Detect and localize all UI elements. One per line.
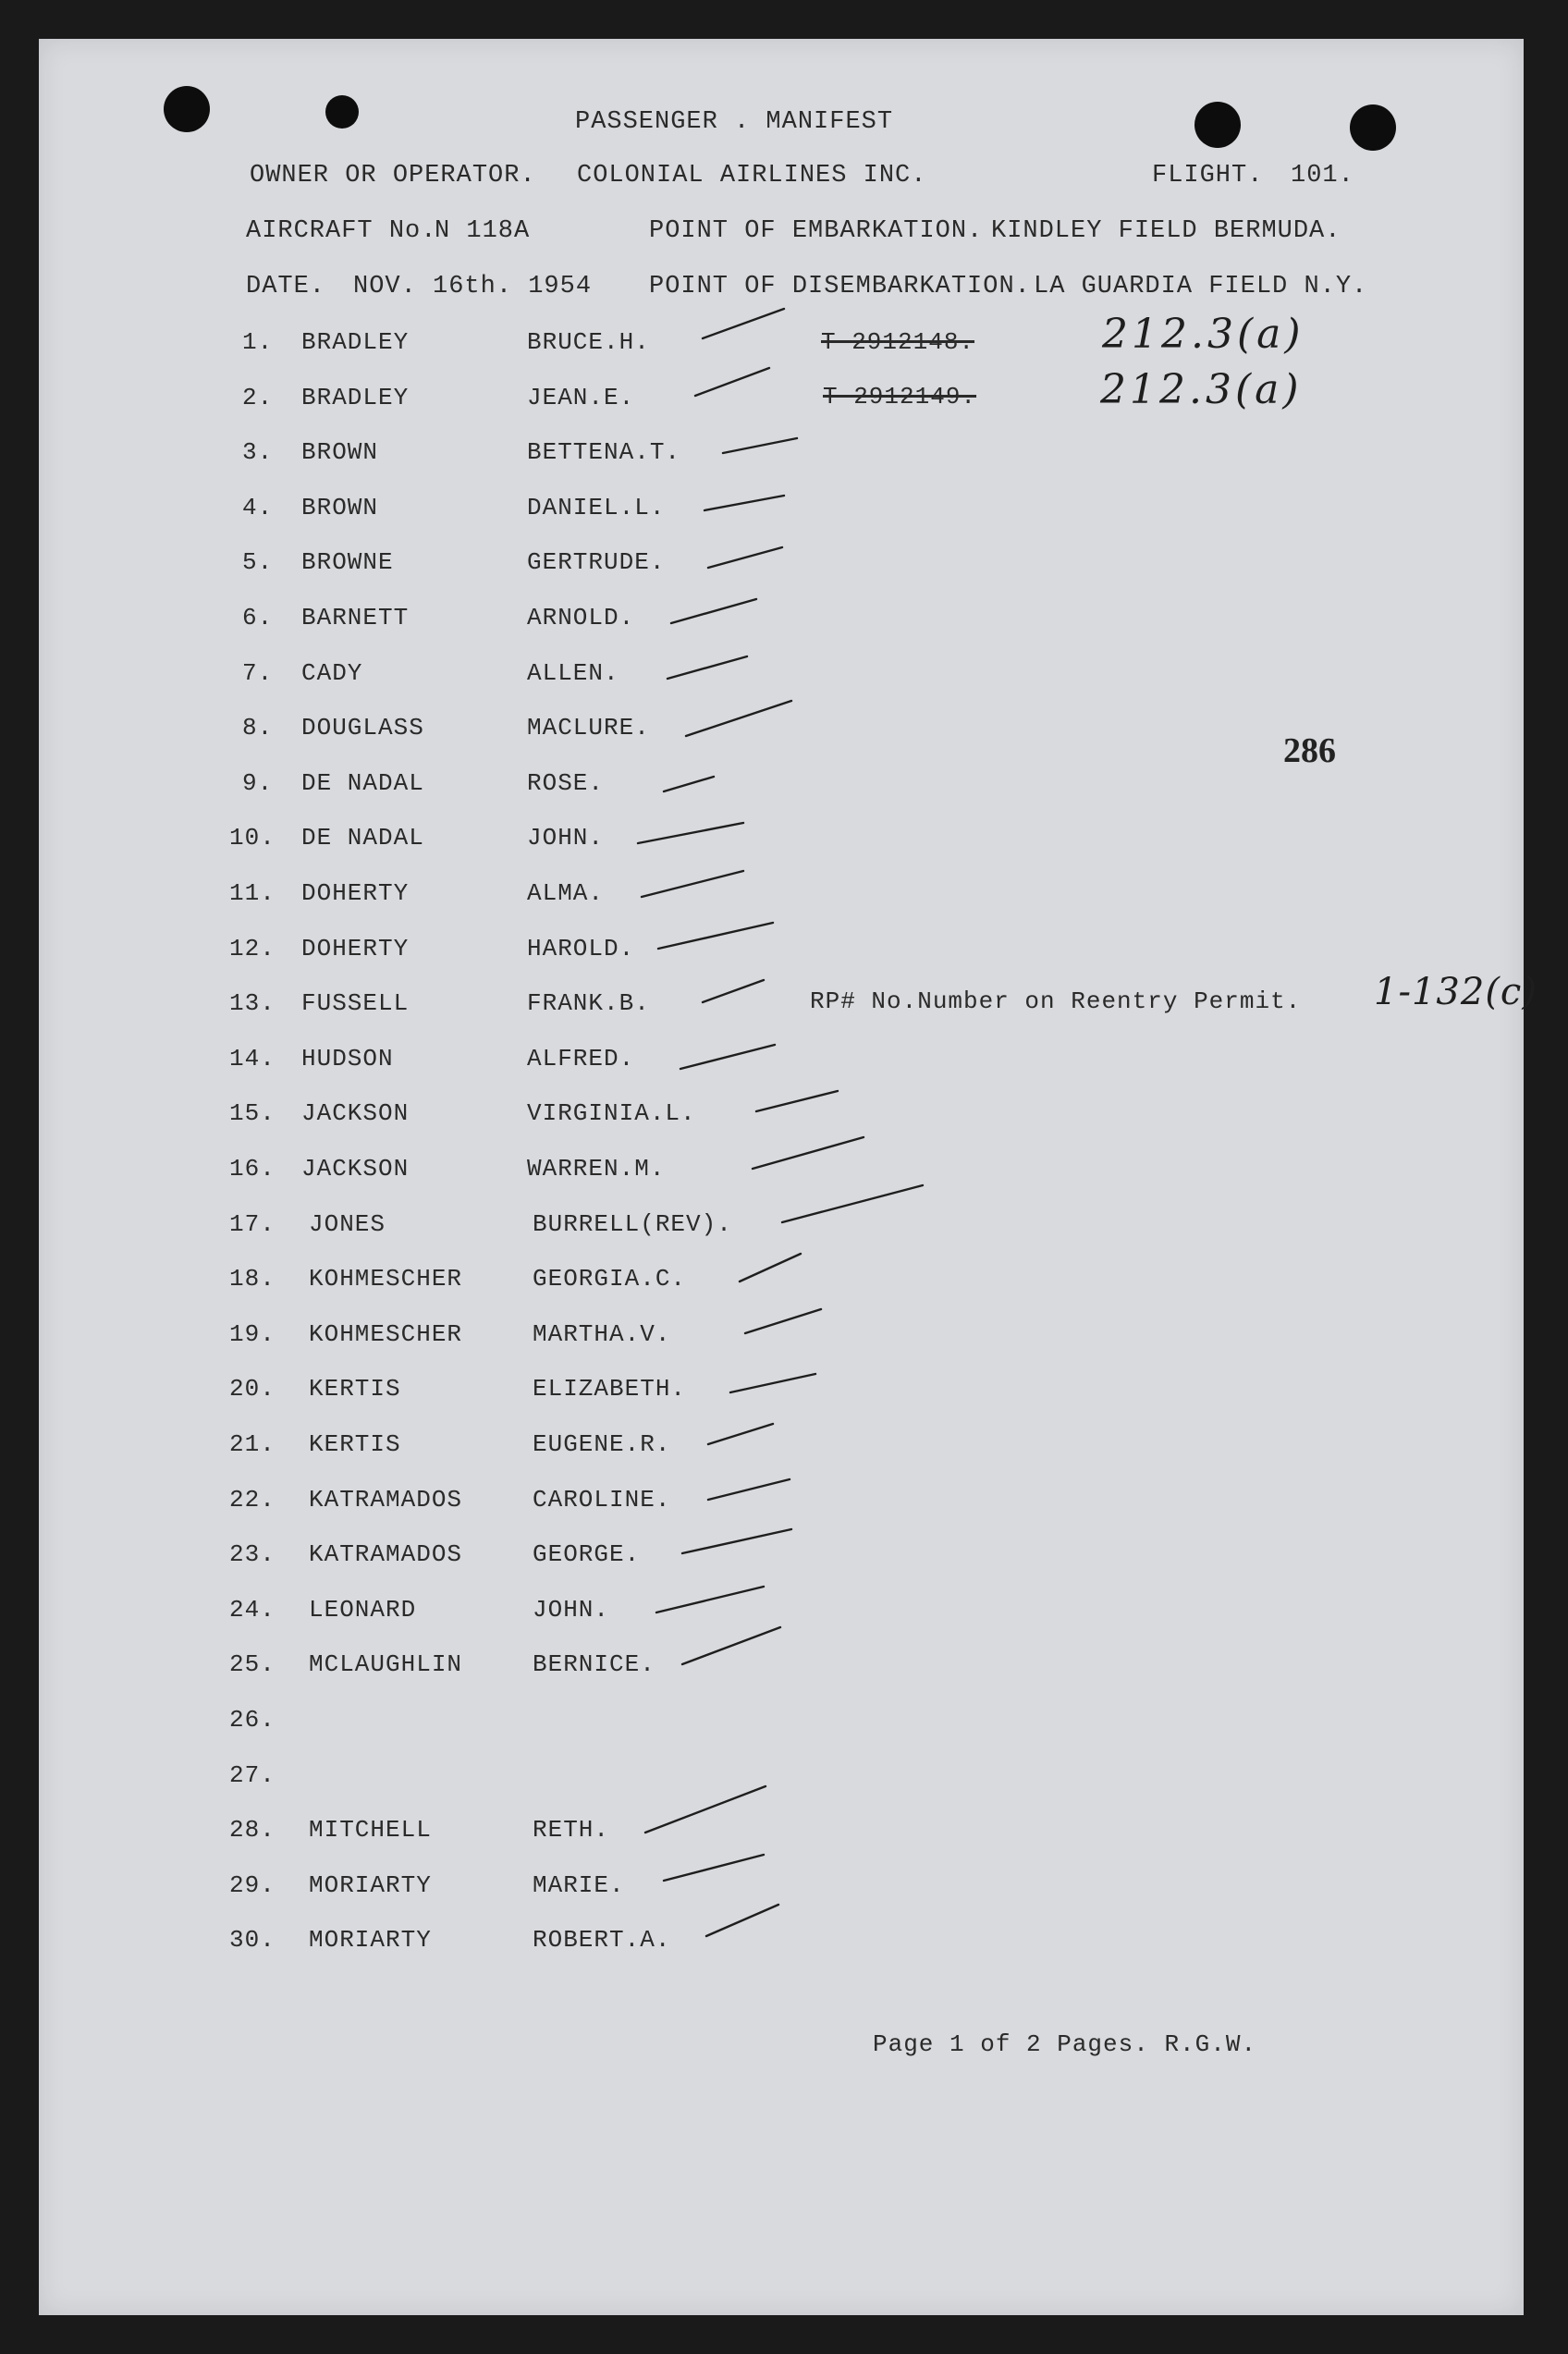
passenger-number: 16. bbox=[229, 1155, 276, 1183]
passenger-surname: KATRAMADOS bbox=[309, 1540, 463, 1568]
passenger-number: 25. bbox=[229, 1650, 276, 1678]
passenger-given-name: MARIE. bbox=[533, 1871, 625, 1899]
date-value: NOV. 16th. 1954 bbox=[353, 273, 593, 300]
passenger-given-name: GEORGIA.C. bbox=[533, 1265, 687, 1293]
passenger-number: 8. bbox=[242, 714, 274, 742]
passenger-given-name: ALMA. bbox=[527, 879, 605, 907]
passenger-given-name: BERNICE. bbox=[533, 1650, 655, 1678]
disembarkation-value: LA GUARDIA FIELD N.Y. bbox=[1034, 273, 1368, 300]
passenger-number: 28. bbox=[229, 1816, 276, 1844]
passenger-number: 9. bbox=[242, 769, 274, 797]
passenger-given-name: ROBERT.A. bbox=[533, 1926, 671, 1954]
passenger-given-name: VIRGINIA.L. bbox=[527, 1099, 696, 1127]
passenger-number: 29. bbox=[229, 1871, 276, 1899]
reentry-permit-handwritten: 1-132(c) bbox=[1374, 971, 1537, 1013]
passenger-number: 11. bbox=[229, 879, 276, 907]
date-label: DATE. bbox=[246, 273, 326, 300]
passenger-given-name: JOHN. bbox=[527, 824, 605, 852]
passenger-surname: BROWNE bbox=[301, 548, 394, 576]
punch-hole-far-right bbox=[1350, 104, 1396, 151]
passenger-number: 7. bbox=[242, 659, 274, 687]
passenger-2-document: T-2912149. bbox=[823, 383, 977, 411]
passenger-number: 4. bbox=[242, 494, 274, 521]
passenger-given-name: WARREN.M. bbox=[527, 1155, 666, 1183]
passenger-surname: KOHMESCHER bbox=[309, 1265, 463, 1293]
passenger-surname: BRADLEY bbox=[301, 384, 410, 411]
passenger-number: 3. bbox=[242, 438, 274, 466]
passenger-surname: DOUGLASS bbox=[301, 714, 424, 742]
passenger-surname: JACKSON bbox=[301, 1099, 410, 1127]
passenger-given-name: ROSE. bbox=[527, 769, 605, 797]
passenger-number: 6. bbox=[242, 604, 274, 631]
passenger-surname: MORIARTY bbox=[309, 1926, 432, 1954]
passenger-number: 15. bbox=[229, 1099, 276, 1127]
passenger-given-name: BRUCE.H. bbox=[527, 328, 650, 356]
punch-hole-left-small bbox=[325, 95, 359, 129]
disembarkation-label: POINT OF DISEMBARKATION. bbox=[649, 273, 1031, 300]
passenger-given-name: MACLURE. bbox=[527, 714, 650, 742]
owner-value: COLONIAL AIRLINES INC. bbox=[577, 162, 927, 190]
passenger-surname: BROWN bbox=[301, 494, 379, 521]
passenger-surname: CADY bbox=[301, 659, 363, 687]
passenger-given-name: ALFRED. bbox=[527, 1045, 635, 1073]
passenger-number: 22. bbox=[229, 1486, 276, 1514]
passenger-number: 30. bbox=[229, 1926, 276, 1954]
embarkation-value: KINDLEY FIELD BERMUDA. bbox=[991, 217, 1341, 245]
reentry-permit-note: RP# No.Number on Reentry Permit. bbox=[810, 987, 1302, 1015]
passenger-surname: MCLAUGHLIN bbox=[309, 1650, 463, 1678]
passenger-given-name: JOHN. bbox=[533, 1596, 610, 1624]
passenger-number: 2. bbox=[242, 384, 274, 411]
passenger-given-name: RETH. bbox=[533, 1816, 610, 1844]
passenger-given-name: ALLEN. bbox=[527, 659, 619, 687]
passenger-surname: DOHERTY bbox=[301, 935, 410, 962]
passenger-number: 19. bbox=[229, 1320, 276, 1348]
passenger-surname: JACKSON bbox=[301, 1155, 410, 1183]
passenger-surname: DOHERTY bbox=[301, 879, 410, 907]
passenger-number: 18. bbox=[229, 1265, 276, 1293]
passenger-number: 20. bbox=[229, 1375, 276, 1403]
page-footer: Page 1 of 2 Pages. R.G.W. bbox=[873, 2030, 1257, 2058]
passenger-surname: MITCHELL bbox=[309, 1816, 432, 1844]
passenger-number: 14. bbox=[229, 1045, 276, 1073]
punch-hole-left bbox=[164, 86, 210, 132]
aircraft-label: AIRCRAFT No. bbox=[246, 217, 437, 245]
passenger-surname: KERTIS bbox=[309, 1375, 401, 1403]
passenger-number: 23. bbox=[229, 1540, 276, 1568]
owner-label: OWNER OR OPERATOR. bbox=[250, 162, 536, 190]
passenger-surname: HUDSON bbox=[301, 1045, 394, 1073]
passenger-given-name: CAROLINE. bbox=[533, 1486, 671, 1514]
passenger-number: 27. bbox=[229, 1761, 276, 1789]
passenger-surname: JONES bbox=[309, 1210, 386, 1238]
passenger-number: 24. bbox=[229, 1596, 276, 1624]
passenger-given-name: JEAN.E. bbox=[527, 384, 635, 411]
passenger-surname: LEONARD bbox=[309, 1596, 417, 1624]
passenger-surname: MORIARTY bbox=[309, 1871, 432, 1899]
passenger-given-name: ARNOLD. bbox=[527, 604, 635, 631]
passenger-surname: KERTIS bbox=[309, 1430, 401, 1458]
passenger-given-name: GEORGE. bbox=[533, 1540, 641, 1568]
flight-label: FLIGHT. bbox=[1152, 162, 1264, 190]
passenger-surname: DE NADAL bbox=[301, 824, 424, 852]
passenger-surname: BARNETT bbox=[301, 604, 410, 631]
passenger-given-name: GERTRUDE. bbox=[527, 548, 666, 576]
passenger-surname: BRADLEY bbox=[301, 328, 410, 356]
passenger-number: 26. bbox=[229, 1706, 276, 1734]
embarkation-label: POINT OF EMBARKATION. bbox=[649, 217, 984, 245]
passenger-given-name: MARTHA.V. bbox=[533, 1320, 671, 1348]
passenger-given-name: EUGENE.R. bbox=[533, 1430, 671, 1458]
punch-hole-right bbox=[1194, 102, 1241, 148]
passenger-given-name: HAROLD. bbox=[527, 935, 635, 962]
passenger-number: 17. bbox=[229, 1210, 276, 1238]
passenger-given-name: FRANK.B. bbox=[527, 989, 650, 1017]
aircraft-value: N 118A bbox=[435, 217, 531, 245]
passenger-number: 1. bbox=[242, 328, 274, 356]
passenger-surname: FUSSELL bbox=[301, 989, 410, 1017]
passenger-surname: KOHMESCHER bbox=[309, 1320, 463, 1348]
passenger-given-name: ELIZABETH. bbox=[533, 1375, 687, 1403]
passenger-given-name: BURRELL(REV). bbox=[533, 1210, 732, 1238]
passenger-given-name: DANIEL.L. bbox=[527, 494, 666, 521]
stamp-number: 286 bbox=[1283, 731, 1336, 770]
passenger-2-handwritten-note: 212.3(a) bbox=[1100, 366, 1303, 413]
passenger-1-document: T-2912148. bbox=[821, 328, 975, 356]
passenger-surname: KATRAMADOS bbox=[309, 1486, 463, 1514]
flight-value: 101. bbox=[1291, 162, 1354, 190]
passenger-given-name: BETTENA.T. bbox=[527, 438, 681, 466]
passenger-number: 21. bbox=[229, 1430, 276, 1458]
passenger-surname: DE NADAL bbox=[301, 769, 424, 797]
passenger-surname: BROWN bbox=[301, 438, 379, 466]
passenger-number: 13. bbox=[229, 989, 276, 1017]
passenger-1-handwritten-note: 212.3(a) bbox=[1102, 311, 1305, 358]
passenger-number: 5. bbox=[242, 548, 274, 576]
passenger-number: 12. bbox=[229, 935, 276, 962]
document-title: PASSENGER . MANIFEST bbox=[575, 108, 894, 136]
passenger-number: 10. bbox=[229, 824, 276, 852]
